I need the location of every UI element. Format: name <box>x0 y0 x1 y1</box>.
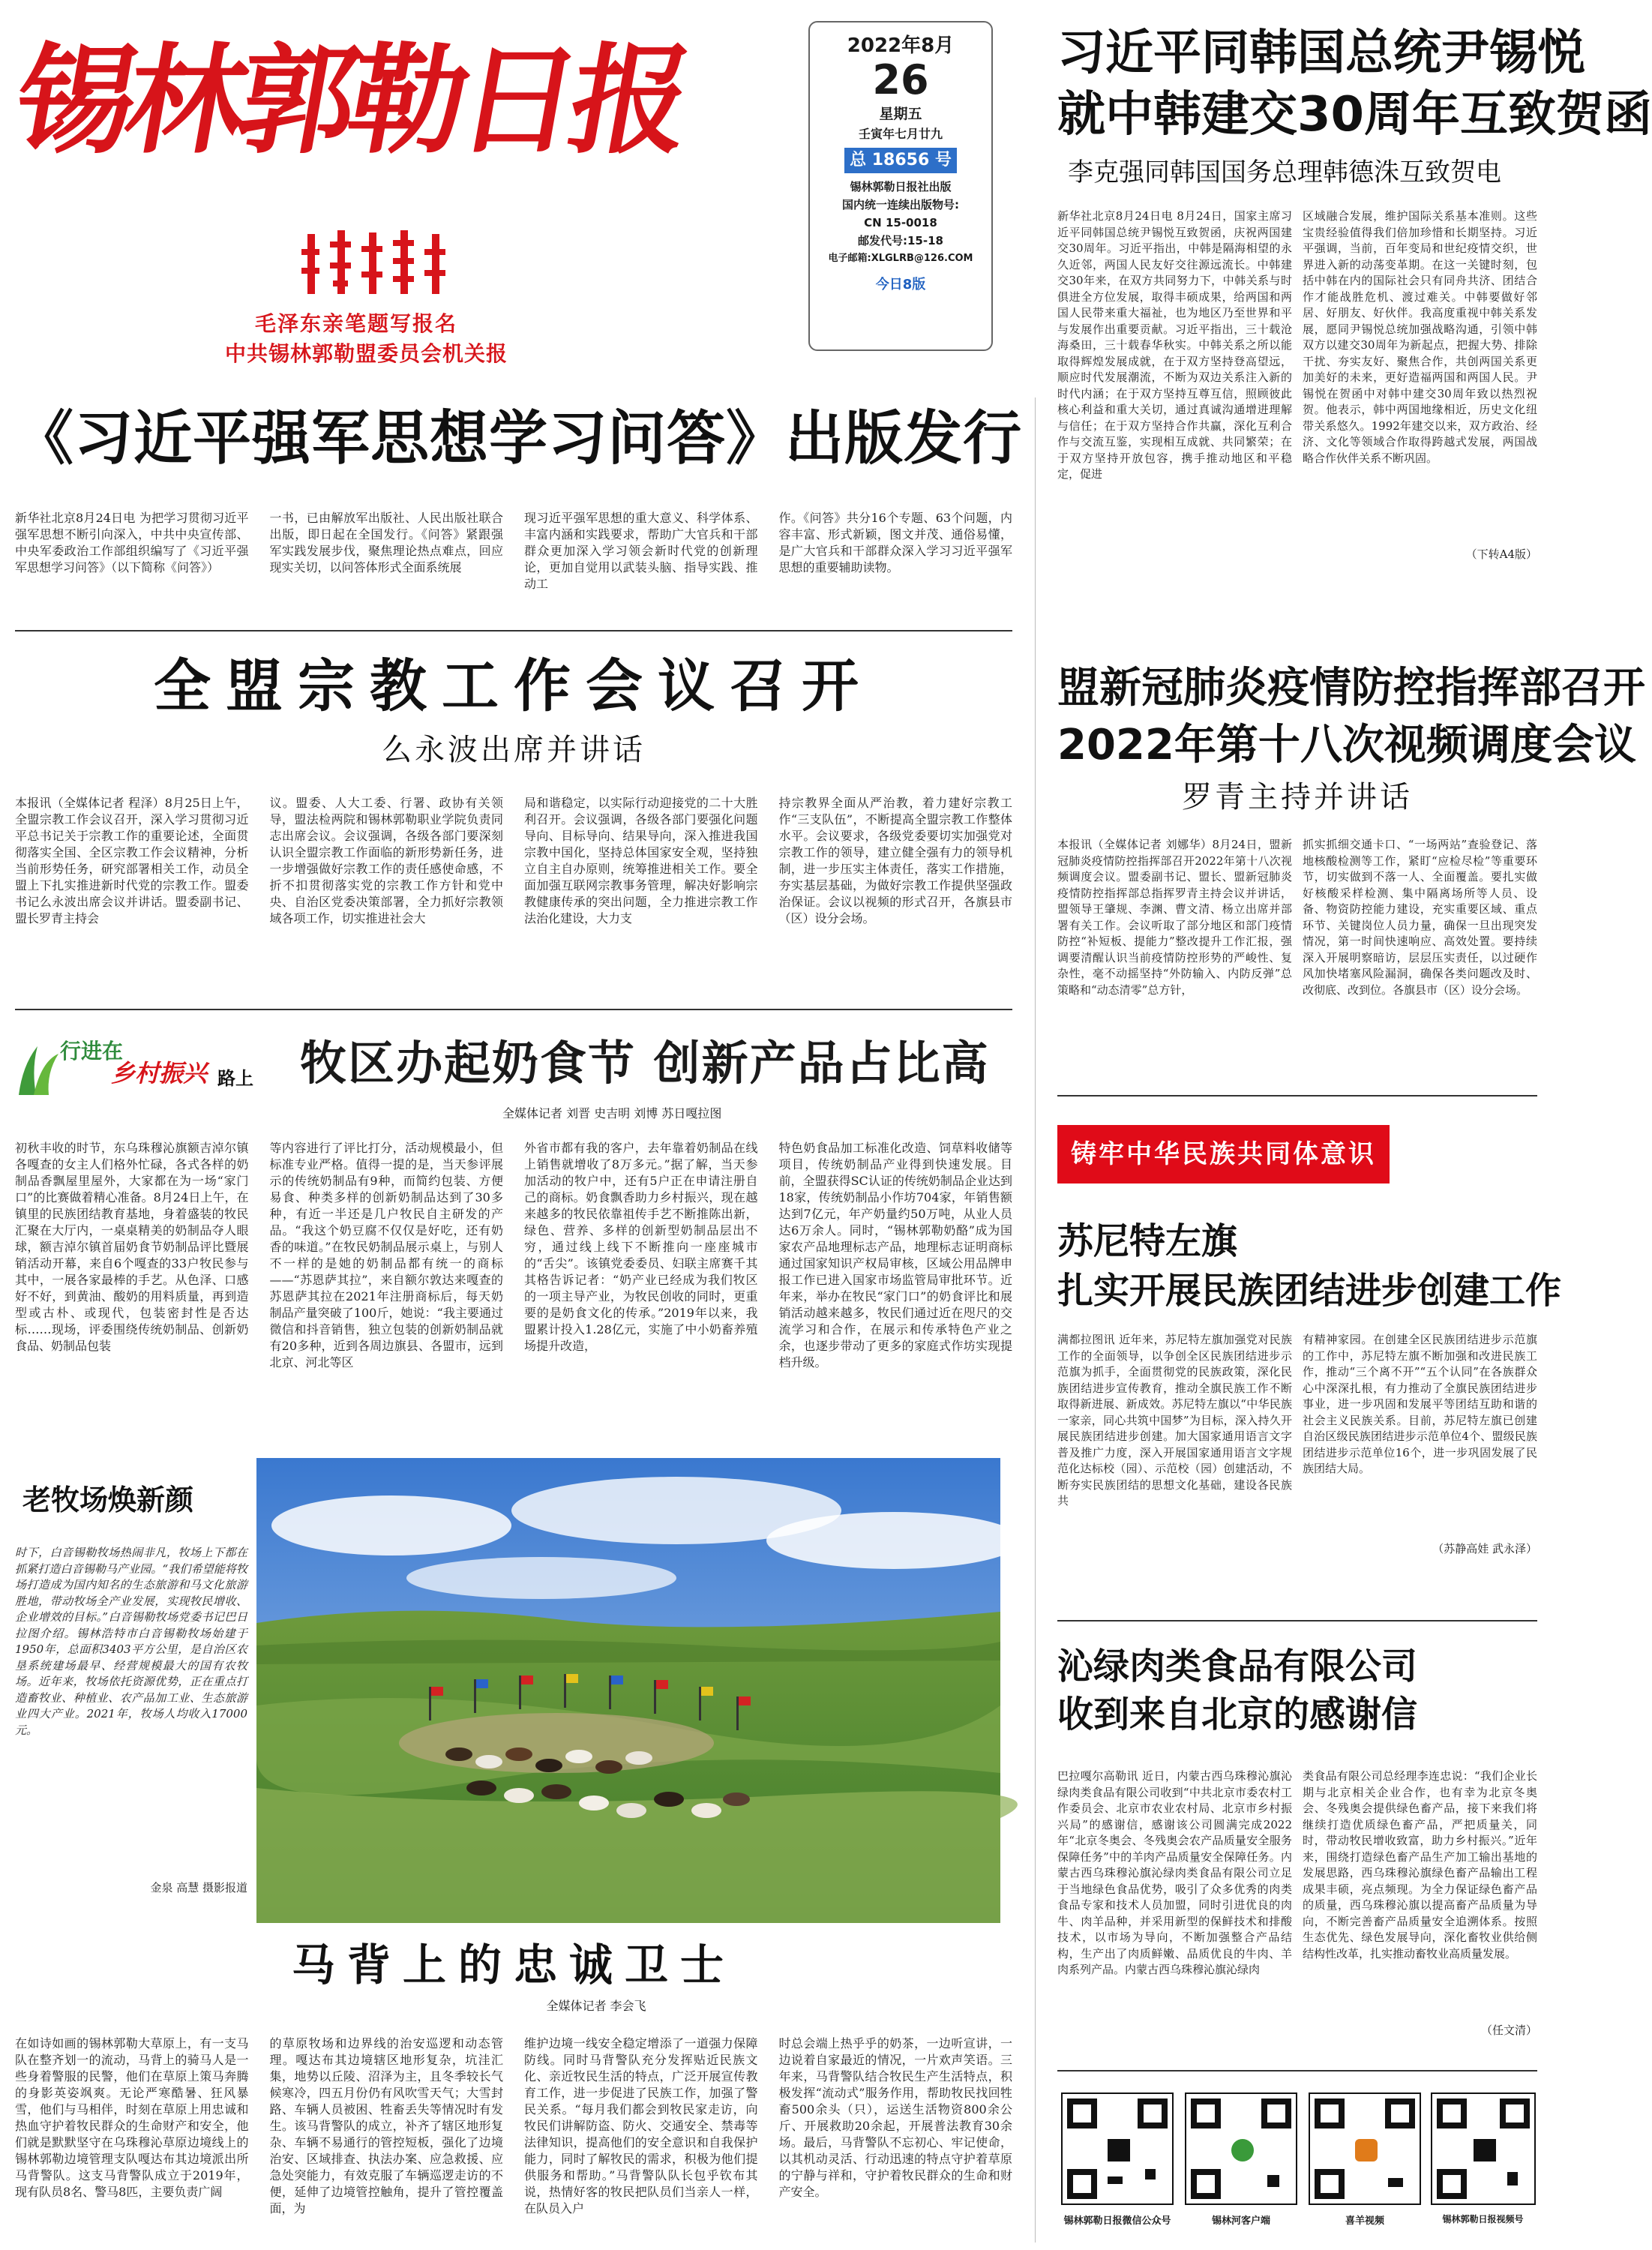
headline-1: 沁绿肉类食品有限公司 <box>1057 1646 1418 1688</box>
article-column: 特色奶食品加工标准化改造、饲草料收储等项目，传统奶制品产业得到快速发展。目前，全盟获得SC认证的传统奶制品企业达到18家，传统奶制品小作坊704家，年销售额达到7亿元，年产奶量约50万吨，从业人员达6万余人。同时，“锡林郭勒奶酪”成为国家农产品地理标志产品，地理标志证明商标通过国家知识产权局审核，区域公用品牌申报工作已进入国家市场监管局审批环节。近年来，举办在牧民“家门口”的奶食评比和展销活动越来越多，牧民们通过近在咫尺的交流学习和合作，在展示和传承特色产业之余，也逐步带动了更多的家庭式作坊实现提档升级。 <box>778 1141 1012 1370</box>
article-column: 外省市都有我的客户，去年靠着奶制品在线上销售就增收了8万多元。”据了解，当天参加活动的牧户中，还有5户正在申请注册自己的商标。奶食飘香助力乡村振兴，现在越来越多的牧民依靠祖传手艺不断推陈出新，绿色、营养、多样的创新型奶制品层出不穷，通过线上线下不断推向一座座城市的“舌尖”。该镇党委委员、妇联主席赛千其其格告诉记者：“奶产业已经成为我们牧区的一项主导产业，为牧民创收的同时，更重要的是奶食文化的传承。”2019年以来，我盟累计投入1.28亿元，实施了中小奶畜养殖场提升改造， <box>524 1141 758 1353</box>
headline-2: 就中韩建交30周年互致贺函 <box>1057 87 1652 142</box>
headline-1: 习近平同韩国总统尹锡悦 <box>1057 26 1585 81</box>
article-column: 满都拉图讯 近年来，苏尼特左旗加强党对民族工作的全面领导，以争创全区民族团结进步示范旗为抓手，全面贯彻党的民族政策，深化民族团结进步宣传教育，推动全旗民族工作不断取得新进展、新成效。苏尼特左旗以“中华民族一家亲，同心共筑中国梦”为目标，深入持久开展民族团结进步创建。加大国家通用语言文字普及推广力度，深入开展国家通用语言文字规范化达标校（园）、示范校（园）创建活动，不断夯实民族团结的思想文化基础，建设各民族共 <box>1057 1333 1292 1508</box>
today-pages: 今日8版 <box>875 277 926 292</box>
grassland-horse-photo <box>256 1458 1000 1923</box>
story-horseback-guards <box>15 1935 1012 2242</box>
article-column: 本报讯（全媒体记者 刘娜华）8月24日，盟新冠肺炎疫情防控指挥部召开2022年第十八次视频调度会议。盟委副书记、盟长、盟新冠肺炎疫情防控指挥部总指挥罗青主持会议并讲话，盟领导王肇规、李渊、曹文清、杨立出席并部署有关工作。会议听取了部分地区和部门疫情防控“补短板、提能力”整改提升工作汇报，强调要清醒认识当前疫情防控形势的严峻性、复杂性，毫不动摇坚持“外防输入、内防反弹”总策略和“动态清零”总方针， <box>1057 838 1292 997</box>
subheadline: 罗青主持并讲话 <box>1182 780 1413 814</box>
headline-1: 盟新冠肺炎疫情防控指挥部召开 <box>1057 664 1645 712</box>
masthead-title: 锡林郭勒日报 <box>4 32 695 170</box>
date-weekday: 星期五 <box>879 106 922 122</box>
headline: 《习近平强军思想学习问答》出版发行 <box>15 405 1023 472</box>
article-column: 的草原牧场和边界线的治安巡逻和动态管理。嘎达布其边境辖区地形复杂，坑洼汇集，地势以丘陵、沼泽为主，且冬季较长气候寒冷，四五月份仍有风吹雪天气；大雪封路、车辆人员被困、牲畜丢失等情况时有发生。该马背警队的成立，补齐了辖区地形复杂、车辆不易通行的管控短板，强化了边境治安、区域排查、执法办案、应急救援、应急处突能力，有效克服了车辆巡逻走访的不便，延伸了边境管控触角，提升了管控覆盖面，为 <box>269 2036 503 2216</box>
qr-code-video[interactable] <box>1305 2092 1425 2227</box>
qr-label: 锡林郭勒日报视频号 <box>1442 2214 1524 2224</box>
subheadline: 李克强同韩国国务总理韩德洙互致贺电 <box>1068 158 1501 188</box>
grass-icon <box>15 1042 60 1095</box>
byline: （苏静高娃 武永泽） <box>1432 1542 1537 1556</box>
issue-number: 总 18656 号 <box>844 148 957 173</box>
qr-label: 锡林河客户端 <box>1211 2216 1270 2227</box>
qr-code-wechat[interactable] <box>1057 2092 1177 2227</box>
date-year-month: 2022年8月 <box>847 34 955 57</box>
article-column: 作。《问答》共分16个专题、63个问题，内容丰富、形式新颖，图文并茂、通俗易懂，是广大官兵和干部群众深入学习习近平强军思想的重要辅助读物。 <box>778 511 1012 574</box>
divider <box>1057 1095 1537 1096</box>
column-divider <box>1035 398 1036 2242</box>
date-lunar: 壬寅年七月廿九 <box>858 127 943 141</box>
masthead <box>0 0 802 375</box>
post-code: 邮发代号:15-18 <box>858 234 943 248</box>
article-column: 类食品有限公司总经理李连忠说：“我们企业长期与北京相关企业合作，也有幸为北京冬奥会、冬残奥会提供绿色畜产品，接下来我们将继续打造优质绿色畜产品，严把质量关，同时，带动牧民增收致富，助力乡村振兴。”近年来，围绕打造绿色畜产品生产加工输出基地的发展思路，西乌珠穆沁旗绿色畜产品输出工程成果丰硕，亮点频现。为全力保证绿色畜产品的质量，西乌珠穆沁旗以提高畜产品质量为导向，不断完善畜产品质量安全追溯体系。按照生态优先、绿色发展导向，深化畜牧业供给侧结构性改革，扎实推动畜牧业高质量发展。 <box>1303 1769 1537 1960</box>
story-old-ranch <box>15 1478 247 1942</box>
article-column: 抓实抓细交通卡口、“一场两站”查验登记、落地核酸检测等工作，紧盯“应检尽检”等重要环节，切实做到不落一人、全面覆盖。要扎实做好核酸采样检测、集中隔离场所等人员、设备、物资防控能力建设，充实重要区域、重点环节、关键岗位人员力量，确保一旦出现突发情况，第一时间快速响应、高效处置。要持续深入开展明察暗访，层层压实责任，以过硬作风加快堵塞风险漏洞，确保各类问题改及时、改彻底、改到位。各旗县市（区）设分会场。 <box>1303 838 1537 997</box>
masthead-publisher: 中共锡林郭勒盟委员会机关报 <box>225 341 508 366</box>
headline: 牧区办起奶食节 创新产品占比高 <box>300 1036 990 1090</box>
headline: 老牧场焕新颜 <box>22 1483 194 1516</box>
story-milk-festival <box>15 1028 1012 1462</box>
article-column: 在如诗如画的锡林郭勒大草原上，有一支马队在整齐划一的流动，马背上的骑马人是一些身着警服的民警，他们在草原上策马奔腾的身影英姿飒爽。无论严寒酷暑、狂风暴雪，他们与马相伴，时刻在草原上用忠诚和热血守护着牧民群众的生命财产和安全，他们就是默默坚守在乌珠穆沁草原边境线上的锡林郭勒边境管理支队嘎达布其边境派出所马背警队。这支马背警队成立于2019年，现有队员8名、警马8匹，主要负责广阔 <box>15 2036 249 2199</box>
article-column: 巴拉嘎尔高勒讯 近日，内蒙古西乌珠穆沁旗沁绿肉类食品有限公司收到“中共北京市委农村工作委员会、北京市农业农村局、北京市乡村振兴局”的感谢信，感谢该公司圆满完成2022年“北京冬奥会、冬残奥会农产品质量安全服务保障任务”中的羊肉产品质量安全保障任务。内蒙古西乌珠穆沁旗沁绿肉类食品有限公司立足于当地绿色食品优势，吸引了众多优秀的肉类食品专家和技术人员加盟，同时引进优良的肉牛、肉羊品种，并采用新型的保鲜技术和排酸技术，以市场为导向，不断加强整合产品结构，生产出了肉质鲜嫩、品质优良的牛肉、羊肉系列产品。内蒙古西乌珠穆沁旗沁绿肉 <box>1057 1769 1292 1976</box>
story-meat-company <box>1057 1642 1537 2062</box>
subheadline: 么永波出席并讲话 <box>382 733 646 767</box>
qr-label: 喜羊视频 <box>1345 2216 1384 2227</box>
divider <box>1057 2070 1537 2072</box>
article-column: 等内容进行了评比打分，活动规模最小，但标准专业严格。值得一提的是，当天参评展示的传统奶制品有9种，而简约包装、方便易食、种类多样的创新奶制品达到了30多种，有近一半还是几户牧民自主研发的产品。“我这个奶豆腐不仅仅是好吃，还有奶香的味道。”在牧民奶制品展示桌上，与别人不一样的是她的奶制品都有统一的商标——“苏恩萨其拉”，来自额尔敦达来嘎查的苏恩萨其拉在2021年注册商标后，每天奶制品产量突破了100斤，她说：“我主要通过微信和抖音销售，独立包装的创新奶制品就有20多种，近到各周边旗县、各盟市，远到北京、河北等区 <box>269 1141 503 1370</box>
article-column: 局和谐稳定，以实际行动迎接党的二十大胜利召开。会议强调，各级各部门要强化问题导向、目标导向、结果导向，深入推进我国宗教中国化，坚持总体国家安全观，坚持独立自主自办原则，统筹推进相关工作。要全面加强互联网宗教事务管理，解决好影响宗教健康传承的突出问题，全力推进宗教工作法治化建设，大力支 <box>524 796 758 926</box>
qr-code-app[interactable] <box>1181 2092 1301 2227</box>
article-column: 新华社北京8月24日电 为把学习贯彻习近平强军思想不断引向深入，中共中央宣传部、中央军委政治工作部组织编写了《习近平强军思想学习问答》（以下简称《问答》） <box>15 511 249 574</box>
divider <box>15 1009 1012 1010</box>
headline-2: 扎实开展民族团结进步创建工作 <box>1057 1270 1562 1312</box>
email: 电子邮箱:XLGLRB@126.COM <box>828 253 973 264</box>
headline: 马背上的忠诚卫士 <box>291 1940 736 1990</box>
publisher-org: 锡林郭勒日报社出版 <box>850 180 952 194</box>
story-religion-meeting <box>15 645 1012 990</box>
headline-1: 苏尼特左旗 <box>1057 1220 1238 1262</box>
section-banner: 铸牢中华民族共同体意识 <box>1057 1125 1390 1184</box>
photo-illustration <box>256 1458 1000 1923</box>
byline: 全媒体记者 刘晋 史吉明 刘博 苏日嘎拉图 <box>502 1106 722 1120</box>
headline-2: 收到来自北京的感谢信 <box>1057 1694 1418 1736</box>
headline: 全盟宗教工作会议召开 <box>154 652 874 719</box>
article-column: 议。盟委、人大工委、行署、政协有关领导，盟法检两院和锡林郭勒职业学院负责同志出席会议。会议强调，各级各部门要深刻认识全盟宗教工作面临的新形势新任务，进一步增强做好宗教工作的责任感使命感，不折不扣贯彻落实党的宗教工作方针和党中央、自治区党委决策部署，全力抓好宗教领域各项工作，切实推进社会大 <box>269 796 503 926</box>
cn-number: CN 15-0018 <box>864 216 937 230</box>
article-column: 维护边境一线安全稳定增添了一道强力保障防线。同时马背警队充分发挥贴近民族文化、亲近牧民生活的特点，广泛开展宣传教育工作，进一步促进了民族工作，加强了警民关系。“每月我们都会到牧民家走访，向牧民们讲解防盗、防火、交通安全、禁毒等法律知识，提高他们的安全意识和自我保护能力，同时了解牧民的需求，积极为他们提供服务和帮助。”马背警队队长包乎钦布其说，热情好客的牧民把队员们当亲人一样，在队员入户 <box>524 2036 758 2216</box>
story-covid-meeting <box>1057 660 1645 1110</box>
story-book-release <box>15 398 1023 622</box>
story-xi-korea <box>1057 22 1652 615</box>
tag-text-2: 乡村振兴 <box>111 1059 208 1088</box>
tag-text-3: 路上 <box>217 1068 253 1089</box>
divider <box>15 630 1012 632</box>
cn-label: 国内统一连续出版物号: <box>842 198 959 212</box>
article-column: 现习近平强军思想的重大意义、科学体系、丰富内涵和实践要求，帮助广大官兵和干部群众更加深入学习领会新时代党的创新理论，更加自觉用以武装头脑、指导实践、推动工 <box>524 511 758 591</box>
date-day: 26 <box>872 56 929 104</box>
rural-revitalization-tag <box>15 1028 255 1095</box>
mongolian-script-logo <box>300 219 465 302</box>
jump-line: （下转A4版） <box>1465 548 1537 561</box>
byline: 全媒体记者 李会飞 <box>546 1999 646 2013</box>
divider <box>1057 1620 1537 1622</box>
article-column: 区域融合发展，维护国际关系基本准则。这些宝贵经验值得我们倍加珍惜和长期坚持。习近平强调，当前，百年变局和世纪疫情交织，世界进入新的动荡变革期。在这一关键时刻，包括中韩在内的国际社会只有同舟共济、团结合作才能战胜危机、渡过难关。中韩要做好邻居、好朋友、好伙伴。我高度重视中韩关系发展，愿同尹锡悦总统加强战略沟通，引领中韩双方以建交30周年为新起点，把握大势、排除干扰、夯实友好、聚焦合作，共创两国关系更加美好的未来，更好造福两国和两国人民。尹锡悦在贺函中对韩中建交30周年致以热烈祝贺。他表示，韩中两国地缘相近，历史文化纽带关系悠久。1992年建交以来，双方政治、经济、文化等领域合作取得跨越式发展，两国战略合作伙伴关系不断巩固。 <box>1303 209 1537 465</box>
article-column: 持宗教界全面从严治教，着力建好宗教工作“三支队伍”，不断提高全盟宗教工作整体水平。会议要求，各级党委要切实加强党对宗教工作的领导，建立健全强有力的领导机制，进一步压实主体责任，落实工作措施，夯实基层基础，为做好宗教工作提供坚强政治保证。会议以视频的形式召开，各旗县市（区）设分会场。 <box>778 796 1012 926</box>
headline-2: 2022年第十八次视频调度会议 <box>1057 721 1636 770</box>
article-text: 时下，白音锡勒牧场热闹非凡，牧场上下都在抓紧打造白音锡勒马产业园。“我们希望能将牧场打造成为国内知名的生态旅游和马文化旅游胜地，带动牧场全产业发展，实现牧民增收、企业增效的目标。”白音锡勒牧场党委书记巴日拉图介绍。锡林浩特市白音锡勒牧场始建于1950年，总面积3403平方公里，是自治区农垦系统建场最早、经营规模最大的国有农牧场。近年来，牧场依托资源优势，正在重点打造畜牧业、种植业、农产品加工业、生态旅游业四大产业。2021年，牧场人均收入17000元。 <box>15 1546 247 1737</box>
article-column: 新华社北京8月24日电 8月24日，国家主席习近平同韩国总统尹锡悦互致贺函，庆祝两国建交30周年。习近平指出，中韩是隔海相望的永久近邻，两国人民友好交往源远流长。中韩建交30年来，在双方共同努力下，中韩关系与时俱进全方位发展，取得丰硕成果，给两国和两国人民带来重大福祉，也为地区乃至世界和平与发展作出重要贡献。习近平指出，三十载沧海桑田，三十载春华秋实。中韩关系之所以能取得辉煌发展成就，在于双方坚持登高望远，顺应时代发展潮流，不断为双边关系注入新的时代内涵；在于双方坚持互尊互信，照顾彼此核心利益和重大关切，通过真诚沟通增进理解与信任；在于双方坚持合作共赢，深化互利合作与交流互鉴，实现相互成就、共同繁荣；在于双方坚持开放包容，携手推动地区和平稳定，促进 <box>1057 209 1292 481</box>
article-column: 初秋丰收的时节，东乌珠穆沁旗额吉淖尔镇各嘎查的女主人们格外忙碌，各式各样的奶制品香飘屋里屋外，大家都在为一场“家门口”的比赛做着精心准备。8月24日上午，在镇里的民族团结教育基地，身着盛装的牧民汇聚在大厅内，一桌桌精美的奶制品夺人眼球，额吉淖尔镇首届奶食节奶制品评比暨展销活动开幕，来自6个嘎查的33户牧民参与其中，一展各家最棒的手艺。从色泽、口感好不好，到黄油、酸奶的用料质量，再到造型或古朴、或现代，包装密封性是否达标……现场，评委围绕传统奶制品、创新奶食品、奶制品包装 <box>15 1141 249 1353</box>
qr-code-channel[interactable] <box>1429 2092 1537 2225</box>
article-column: 有精神家园。在创建全区民族团结进步示范旗的工作中，苏尼特左旗不断加强和改进民族工作，推动“三个离不开”“五个认同”在各族群众心中深深扎根，有力推动了全旗民族团结进步事业，进一步巩固和发展平等团结互助和谐的社会主义民族关系。目前，苏尼特左旗已创建自治区级民族团结进步示范单位4个、盟级民族团结进步示范单位16个，进一步巩固发展了民族团结大局。 <box>1303 1333 1537 1475</box>
masthead-slogan: 毛泽东亲笔题写报名 <box>255 311 458 336</box>
article-column: 一书，已由解放军出版社、人民出版社联合出版，即日起在全国发行。《问答》紧跟强军实践发展步伐，聚焦理论热点难点，回应现实关切，以问答体形式全面系统展 <box>269 511 503 574</box>
article-column: 时总会端上热乎乎的奶茶，一边听宣讲，一边说着自家最近的情况，一片欢声笑语。三年来，马背警队结合牧民生产生活特点，积极发挥“流动式”服务作用，帮助牧民找回牲畜500余头（只），运送生活物资800余公斤、开展救助20余起，开展普法教育30余场。最后，马背警队不忘初心、牢记使命，以其机动灵活、行动迅速的特点守护着草原的宁静与祥和，守护着牧民群众的生命和财产安全。 <box>778 2036 1012 2199</box>
qr-label: 锡林郭勒日报微信公众号 <box>1063 2216 1171 2227</box>
article-column: 本报讯（全媒体记者 程泽）8月25日上午，全盟宗教工作会议召开，深入学习贯彻习近平总书记关于宗教工作的重要论述，全面贯彻落实全国、全区宗教工作会议精神，分析当前形势任务，研究部署相关工作，动员全盟上下扎实推进新时代党的宗教工作。盟委书记么永波出席会议并讲话。盟委副书记、盟长罗青主持会 <box>15 796 249 926</box>
story-ethnic-unity <box>1057 1125 1562 1605</box>
byline: 金泉 高慧 摄影报道 <box>150 1881 247 1894</box>
date-info-box <box>808 21 993 351</box>
tag-text-1: 行进在 <box>60 1039 124 1064</box>
qr-code-row <box>1057 2092 1537 2242</box>
byline: （任文清） <box>1480 2024 1537 2037</box>
